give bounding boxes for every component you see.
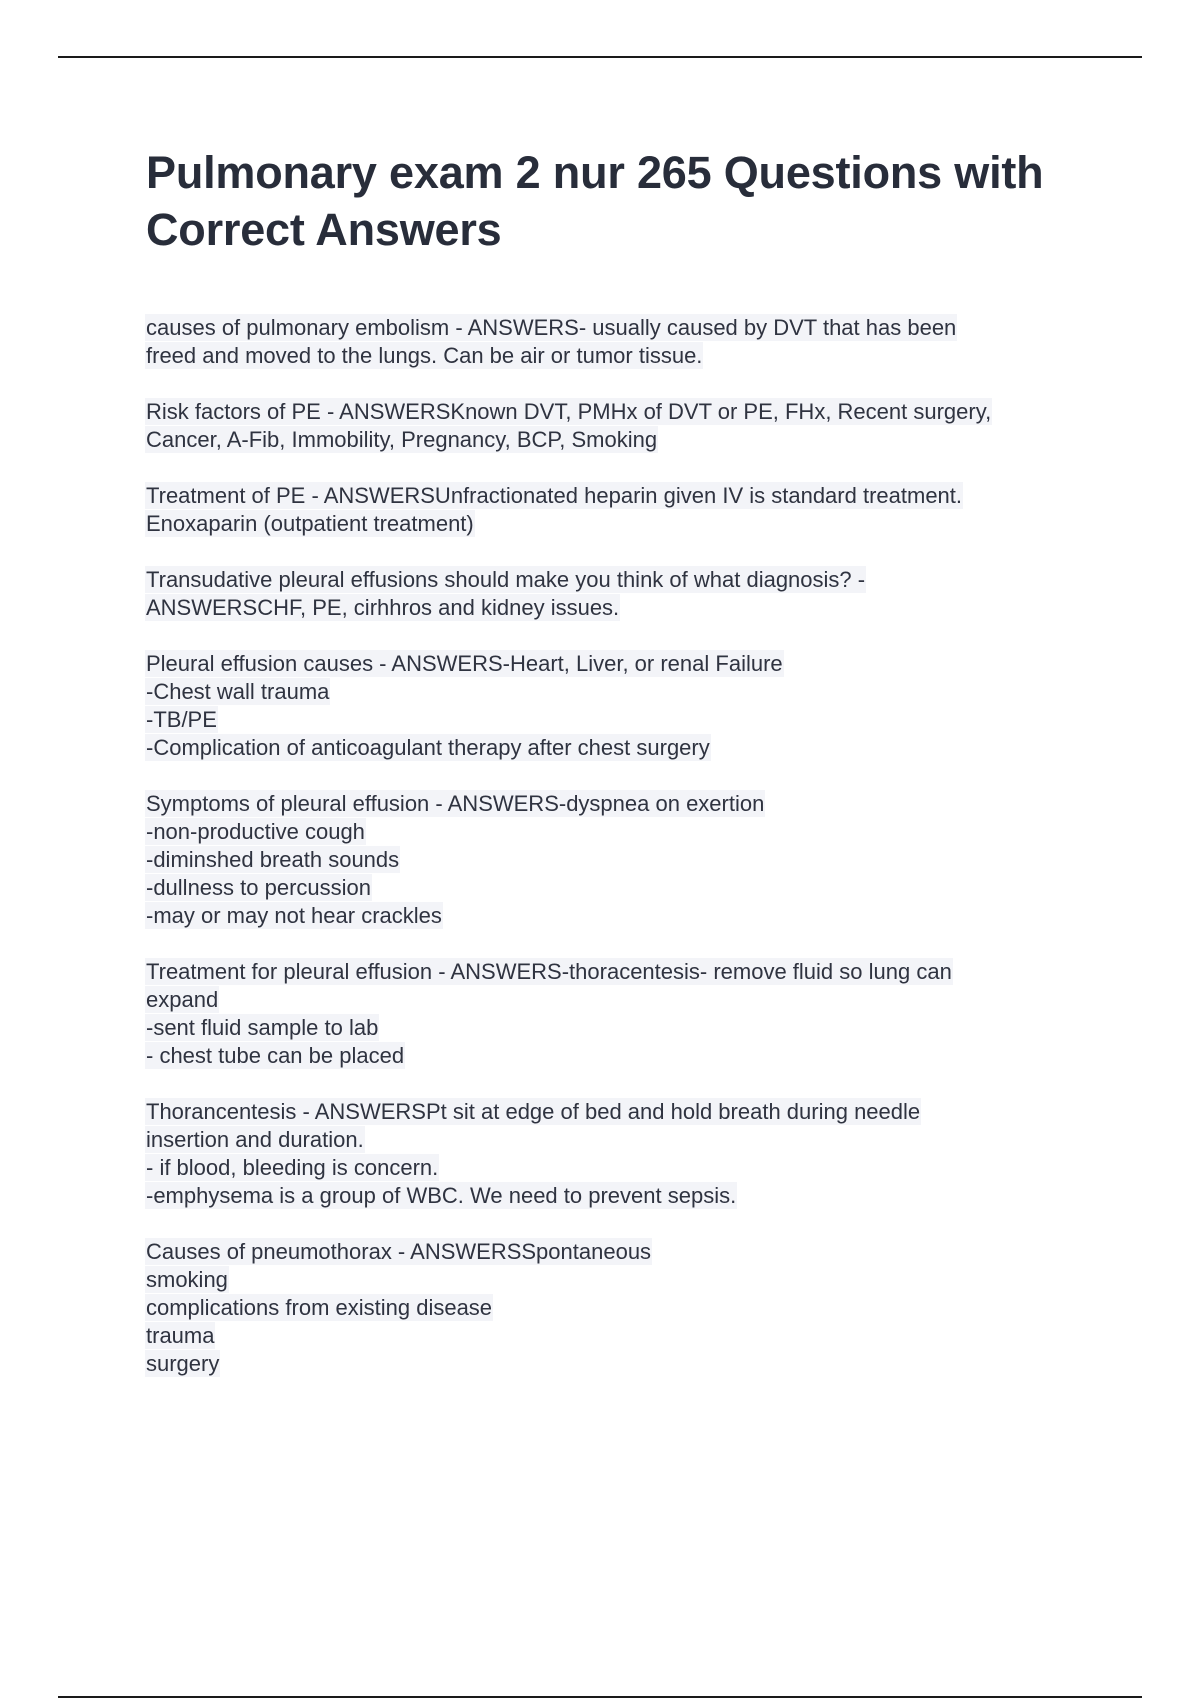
qa-line [146, 678, 1096, 706]
qa-line-text: expand [146, 987, 219, 1012]
footer-rule [58, 1696, 1142, 1698]
qa-line [146, 398, 1096, 426]
qa-line [146, 1014, 1096, 1042]
qa-line-text: -non-productive cough [146, 819, 365, 844]
qa-line-text: -dullness to percussion [146, 875, 372, 900]
qa-entry [146, 650, 1096, 762]
qa-entry [146, 482, 1096, 538]
qa-line [146, 1266, 1096, 1294]
qa-line [146, 510, 1096, 538]
qa-entry [146, 1098, 1096, 1210]
qa-line-text: ANSWERSCHF, PE, cirhhros and kidney issues. [146, 595, 620, 620]
qa-line-text: insertion and duration. [146, 1127, 364, 1152]
qa-line [146, 734, 1096, 762]
qa-line [146, 874, 1096, 902]
qa-entry [146, 314, 1096, 370]
qa-line [146, 1182, 1096, 1210]
qa-line [146, 790, 1096, 818]
qa-line-text: Risk factors of PE - ANSWERSKnown DVT, PMHx of DVT or PE, FHx, Recent surgery, [146, 399, 992, 424]
qa-entry [146, 398, 1096, 454]
qa-line [146, 1154, 1096, 1182]
qa-line-text: Transudative pleural effusions should make you think of what diagnosis? - [146, 567, 866, 592]
qa-line [146, 426, 1096, 454]
qa-line-text: -diminshed breath sounds [146, 847, 400, 872]
qa-line [146, 818, 1096, 846]
qa-line [146, 342, 1096, 370]
qa-line-text: Cancer, A-Fib, Immobility, Pregnancy, BCP, Smoking [146, 427, 658, 452]
qa-line [146, 314, 1096, 342]
qa-line-text: -may or may not hear crackles [146, 903, 442, 928]
qa-line [146, 1042, 1096, 1070]
qa-line [146, 1238, 1096, 1266]
qa-line [146, 1322, 1096, 1350]
qa-line [146, 1098, 1096, 1126]
qa-line [146, 566, 1096, 594]
qa-line-text: complications from existing disease [146, 1295, 493, 1320]
qa-line-text: - if blood, bleeding is concern. [146, 1155, 439, 1180]
qa-line [146, 1350, 1096, 1378]
qa-line [146, 1126, 1096, 1154]
qa-line-text: -Chest wall trauma [146, 679, 330, 704]
qa-line-text: -emphysema is a group of WBC. We need to prevent sepsis. [146, 1183, 737, 1208]
qa-line [146, 902, 1096, 930]
qa-line-text: smoking [146, 1267, 228, 1292]
qa-entry [146, 1238, 1096, 1378]
qa-line-text: Treatment of PE - ANSWERSUnfractionated heparin given IV is standard treatment. [146, 483, 963, 508]
qa-line [146, 706, 1096, 734]
qa-line [146, 958, 1096, 986]
qa-entry [146, 566, 1096, 622]
qa-line-text: freed and moved to the lungs. Can be air or tumor tissue. [146, 343, 703, 368]
qa-line [146, 986, 1096, 1014]
qa-line [146, 482, 1096, 510]
qa-line [146, 1294, 1096, 1322]
qa-line-text: -Complication of anticoagulant therapy after chest surgery [146, 735, 710, 760]
qa-line-text: Enoxaparin (outpatient treatment) [146, 511, 474, 536]
qa-entry [146, 958, 1096, 1070]
qa-line-text: surgery [146, 1351, 220, 1376]
qa-line-text: -sent fluid sample to lab [146, 1015, 379, 1040]
qa-entry [146, 790, 1096, 930]
qa-line-text: causes of pulmonary embolism - ANSWERS- usually caused by DVT that has been [146, 315, 957, 340]
qa-line [146, 594, 1096, 622]
qa-line-text: Pleural effusion causes - ANSWERS-Heart, Liver, or renal Failure [146, 651, 783, 676]
qa-list [146, 314, 1096, 1378]
qa-line-text: Symptoms of pleural effusion - ANSWERS-dyspnea on exertion [146, 791, 765, 816]
document-body [146, 144, 1096, 1406]
qa-line-text: Treatment for pleural effusion - ANSWERS-thoracentesis- remove fluid so lung can [146, 959, 952, 984]
qa-line [146, 650, 1096, 678]
qa-line-text: -TB/PE [146, 707, 217, 732]
qa-line-text: Thorancentesis - ANSWERSPt sit at edge of bed and hold breath during needle [146, 1099, 921, 1124]
qa-line-text: trauma [146, 1323, 215, 1348]
qa-line-text: - chest tube can be placed [146, 1043, 405, 1068]
document-title: Pulmonary exam 2 nur 265 Questions with Correct Answers [146, 147, 1044, 255]
qa-line-text: Causes of pneumothorax - ANSWERSSpontaneous [146, 1239, 652, 1264]
qa-line [146, 846, 1096, 874]
header-rule [58, 56, 1142, 58]
